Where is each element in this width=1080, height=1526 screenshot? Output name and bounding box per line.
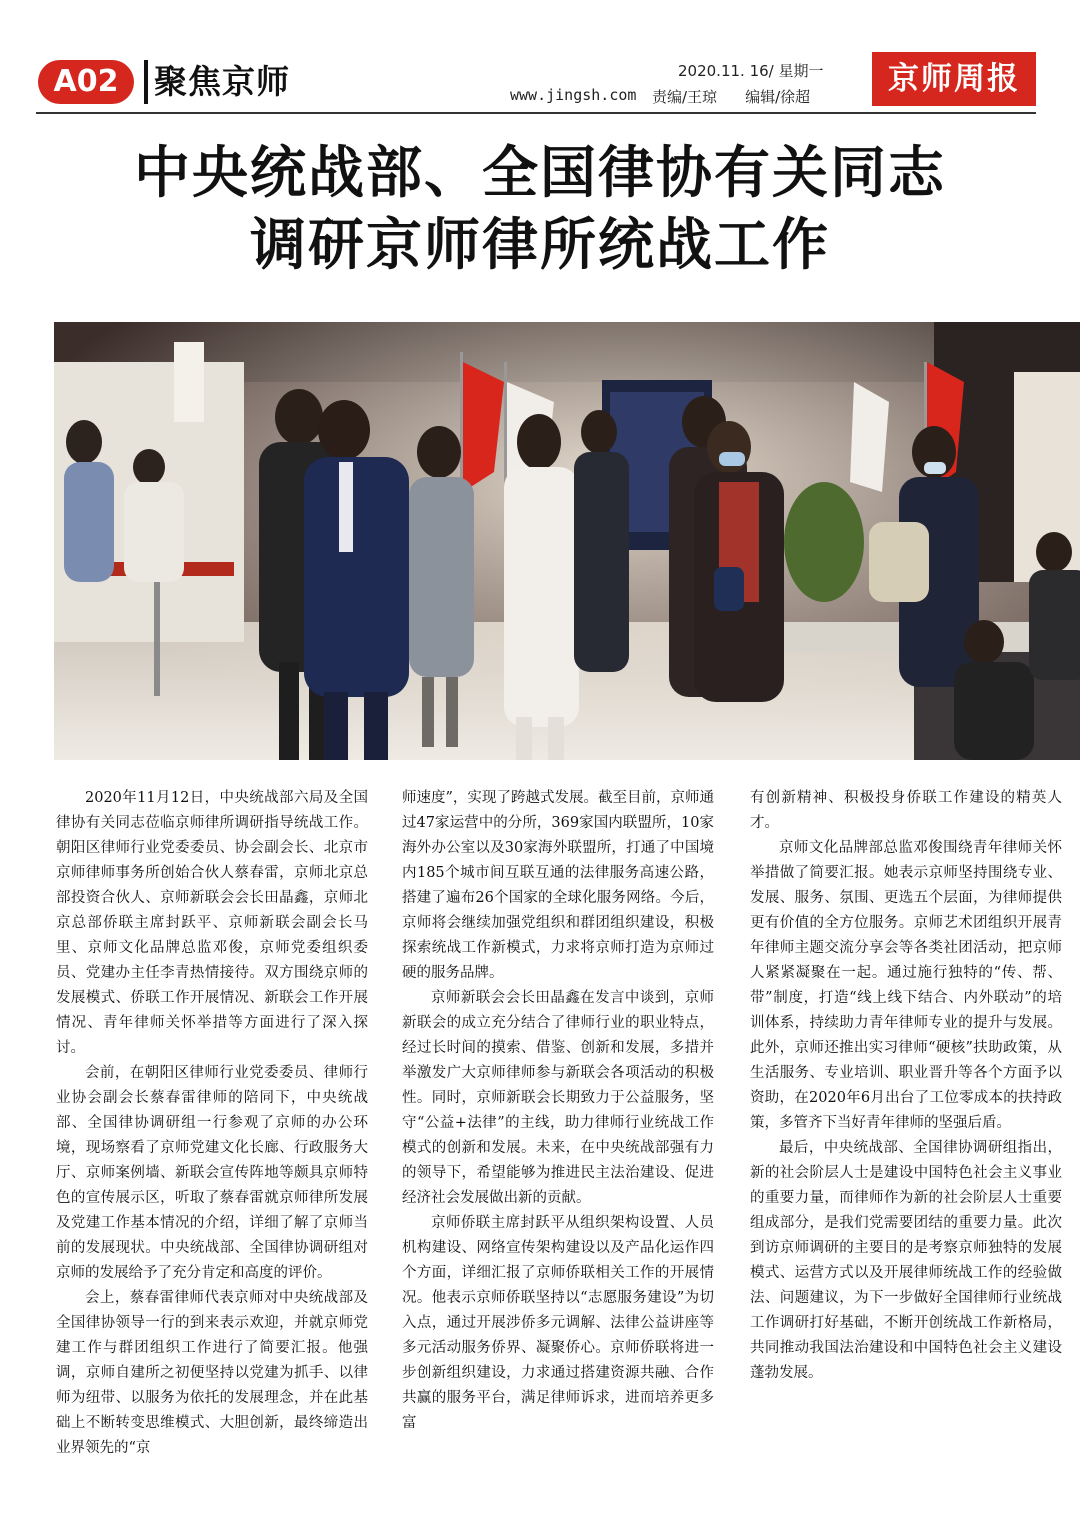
paragraph: 会上，蔡春雷律师代表京师对中央统战部及全国律协领导一行的到来表示欢迎，并就京师党建工作与群团组织工作进行了简要汇报。他强调，京师自建所之初便坚持以党建为抓手、以律师为纽带、以服务为依托的发展理念，并在此基础上不断转变思维模式、大胆创新，最终缔造出业界领先的“京: [56, 1290, 368, 1456]
paragraph: 京师侨联主席封跃平从组织架构设置、人员机构建设、网络宣传架构建设以及产品化运作四个方面，详细汇报了京师侨联相关工作的开展情况。他表示京师侨联坚持以“志愿服务建设”为切入点，通过开展涉侨多元调解、法律公益讲座等多元活动服务侨界、凝聚侨心。京师侨联将进一步创新组织建设，力求通过搭建资源共融、合作共赢的服务平台，满足律师诉求，进而培养更多富: [402, 1215, 714, 1431]
paragraph: 2020年11月12日，中央统战部六局及全国律协有关同志莅临京师律所调研指导统战工作。朝阳区律师行业党委委员、协会副会长、北京市京师律师事务所创始合伙人蔡春雷，京师北京总部投资合伙人、京师新联会会长田晶鑫，京师北京总部侨联主席封跃平、京师新联会副会长马里、京师文化品牌总监邓俊，京师党委组织委员、党建办主任李青热情接待。双方围绕京师的发展模式、侨联工作开展情况、新联会工作开展情况、青年律师关怀举措等方面进行了深入探讨。: [56, 790, 368, 1056]
article-column-2: [402, 786, 714, 1436]
article-column-3: [750, 786, 1062, 1386]
editor: 编辑/徐超: [745, 88, 811, 106]
masthead: [36, 50, 1036, 112]
issue-date: 2020.11. 16/ 星期一: [678, 62, 824, 80]
chief-editor: 责编/王琼: [652, 88, 718, 106]
paragraph: 师速度”，实现了跨越式发展。截至目前，京师通过47家运营中的分所，369家国内联盟所，10家海外办公室以及30家海外联盟所，打通了中国境内185个城市间互联互通的法律服务高速公路，搭建了遍布26个国家的全球化服务网络。今后，京师将会继续加强党组织和群团组织建设，积极探索统战工作新模式，力求将京师打造为京师过硬的服务品牌。: [402, 790, 714, 981]
section-divider: [144, 60, 148, 104]
headline: [36, 138, 1044, 282]
masthead-rule: [36, 112, 1036, 114]
article-body: [56, 786, 1066, 1486]
section-title: 聚焦京师: [154, 62, 290, 101]
page-number-badge: A02: [38, 60, 134, 104]
paragraph: 京师新联会会长田晶鑫在发言中谈到，京师新联会的成立充分结合了律师行业的职业特点，经过长时间的摸索、借鉴、创新和发展，多措并举激发广大京师律师参与新联会各项活动的积极性。同时，京师新联会长期致力于公益服务，坚守“公益+法律”的主线，助力律师行业统战工作模式的创新和发展。未来，在中央统战部强有力的领导下，希望能够为推进民主法治建设、促进经济社会发展做出新的贡献。: [402, 990, 714, 1206]
article-column-1: [56, 786, 368, 1461]
paragraph: 京师文化品牌部总监邓俊围绕青年律师关怀举措做了简要汇报。她表示京师坚持围绕专业、发展、服务、氛围、更选五个层面，为律师提供更有价值的全方位服务。京师艺术团组织开展青年律师主题交流分享会等各类社团活动，把京师人紧紧凝聚在一起。通过施行独特的“传、帮、带”制度，打造“线上线下结合、内外联动”的培训体系，持续助力青年律师专业的提升与发展。此外，京师还推出实习律师“硬核”扶助政策，从生活服务、专业培训、职业晋升等各个方面予以资助，在2020年6月出台了工位零成本的扶持政策，多管齐下当好青年律师的坚强后盾。: [750, 840, 1062, 1131]
editor-credits: [652, 86, 810, 107]
paragraph: 会前，在朝阳区律师行业党委委员、律师行业协会副会长蔡春雷律师的陪同下，中央统战部、全国律协调研组一行参观了京师的办公环境，现场察看了京师党建文化长廊、行政服务大厅、京师案例墙、新联会宣传阵地等颇具京师特色的宣传展示区，听取了蔡春雷就京师律所发展及党建工作基本情况的介绍，详细了解了京师当前的发展现状。中央统战部、全国律协调研组对京师的发展给予了充分肯定和高度的评价。: [56, 1065, 368, 1281]
headline-line-1: 中央统战部、全国律协有关同志: [134, 141, 946, 206]
headline-line-2: 调研京师律所统战工作: [250, 213, 830, 278]
newspaper-brand: 京师周报: [872, 52, 1036, 106]
news-photo: [54, 322, 1080, 760]
paragraph: 最后，中央统战部、全国律协调研组指出，新的社会阶层人士是建设中国特色社会主义事业的重要力量，而律师作为新的社会阶层人士重要组成部分，是我们党需要团结的重要力量。此次到访京师调研的主要目的是考察京师独特的发展模式、运营方式以及开展律师统战工作的经验做法、问题建议，为下一步做好全国律师行业统战工作调研打好基础，不断开创统战工作新格局，共同推动我国法治建设和中国特色社会主义建设蓬勃发展。: [750, 1140, 1062, 1381]
paragraph: 有创新精神、积极投身侨联工作建设的精英人才。: [750, 790, 1062, 831]
website-url[interactable]: www.jingsh.com: [510, 86, 637, 104]
